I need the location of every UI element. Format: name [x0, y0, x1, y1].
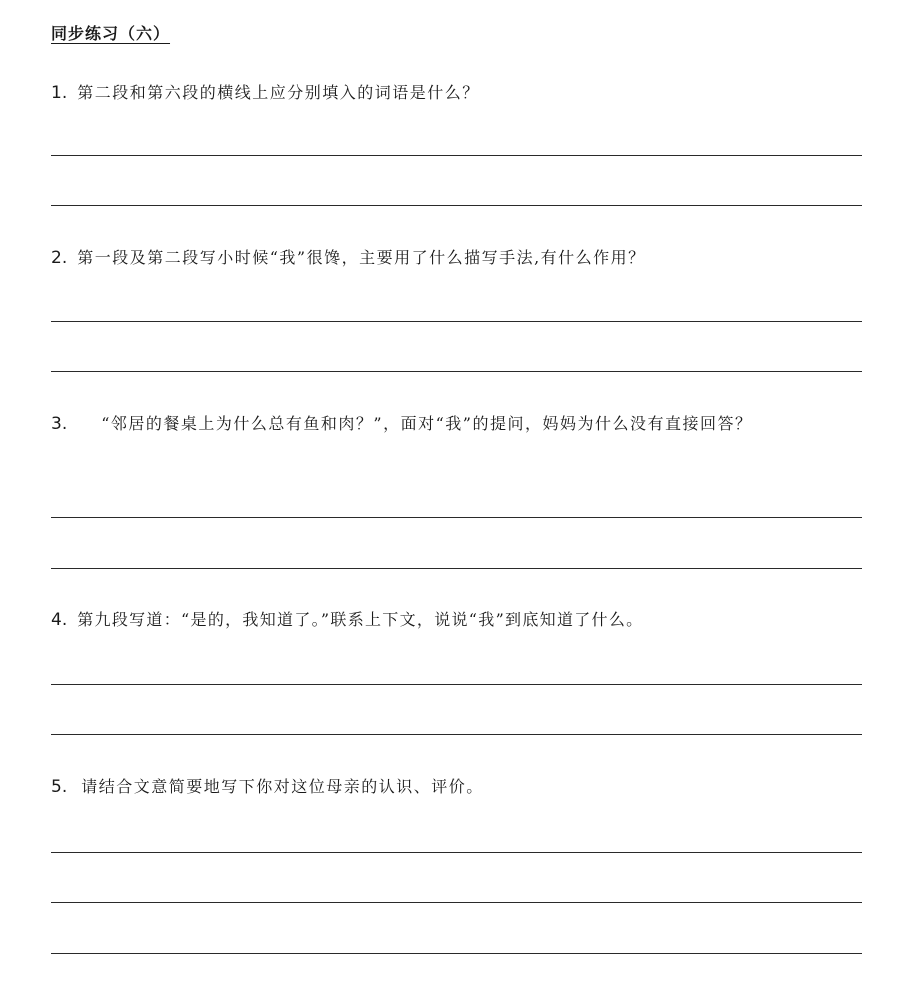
question-number: 4. [51, 610, 68, 630]
answer-line[interactable] [51, 205, 862, 206]
question-2 [51, 244, 871, 272]
answer-line[interactable] [51, 371, 862, 372]
answer-line[interactable] [51, 321, 862, 322]
question-1 [51, 79, 871, 107]
question-5 [51, 773, 871, 801]
answer-line[interactable] [51, 953, 862, 954]
question-4 [51, 606, 886, 634]
question-text: 请结合文意简要地写下你对这位母亲的认识、评价。 [81, 777, 484, 796]
question-text: “邻居的餐桌上为什么总有鱼和肉？”，面对“我”的提问，妈妈为什么没有直接回答？ [101, 414, 753, 433]
question-text: 第一段及第二段写小时候“我”很馋，主要用了什么描写手法,有什么作用？ [77, 248, 646, 267]
answer-line[interactable] [51, 734, 862, 735]
question-number: 1. [51, 83, 68, 103]
answer-line[interactable] [51, 155, 862, 156]
question-3 [51, 410, 871, 438]
worksheet-title: 同步练习（六） [51, 24, 171, 43]
question-text: 第二段和第六段的横线上应分别填入的词语是什么？ [77, 83, 480, 102]
answer-line[interactable] [51, 902, 862, 903]
question-text: 第九段写道：“是的，我知道了。”联系上下文，说说“我”到底知道了什么。 [77, 610, 644, 629]
question-number: 3. [51, 414, 68, 434]
answer-line[interactable] [51, 684, 862, 685]
answer-line[interactable] [51, 517, 862, 518]
question-number: 2. [51, 248, 68, 268]
answer-line[interactable] [51, 568, 862, 569]
answer-line[interactable] [51, 852, 862, 853]
question-number: 5. [51, 777, 68, 797]
